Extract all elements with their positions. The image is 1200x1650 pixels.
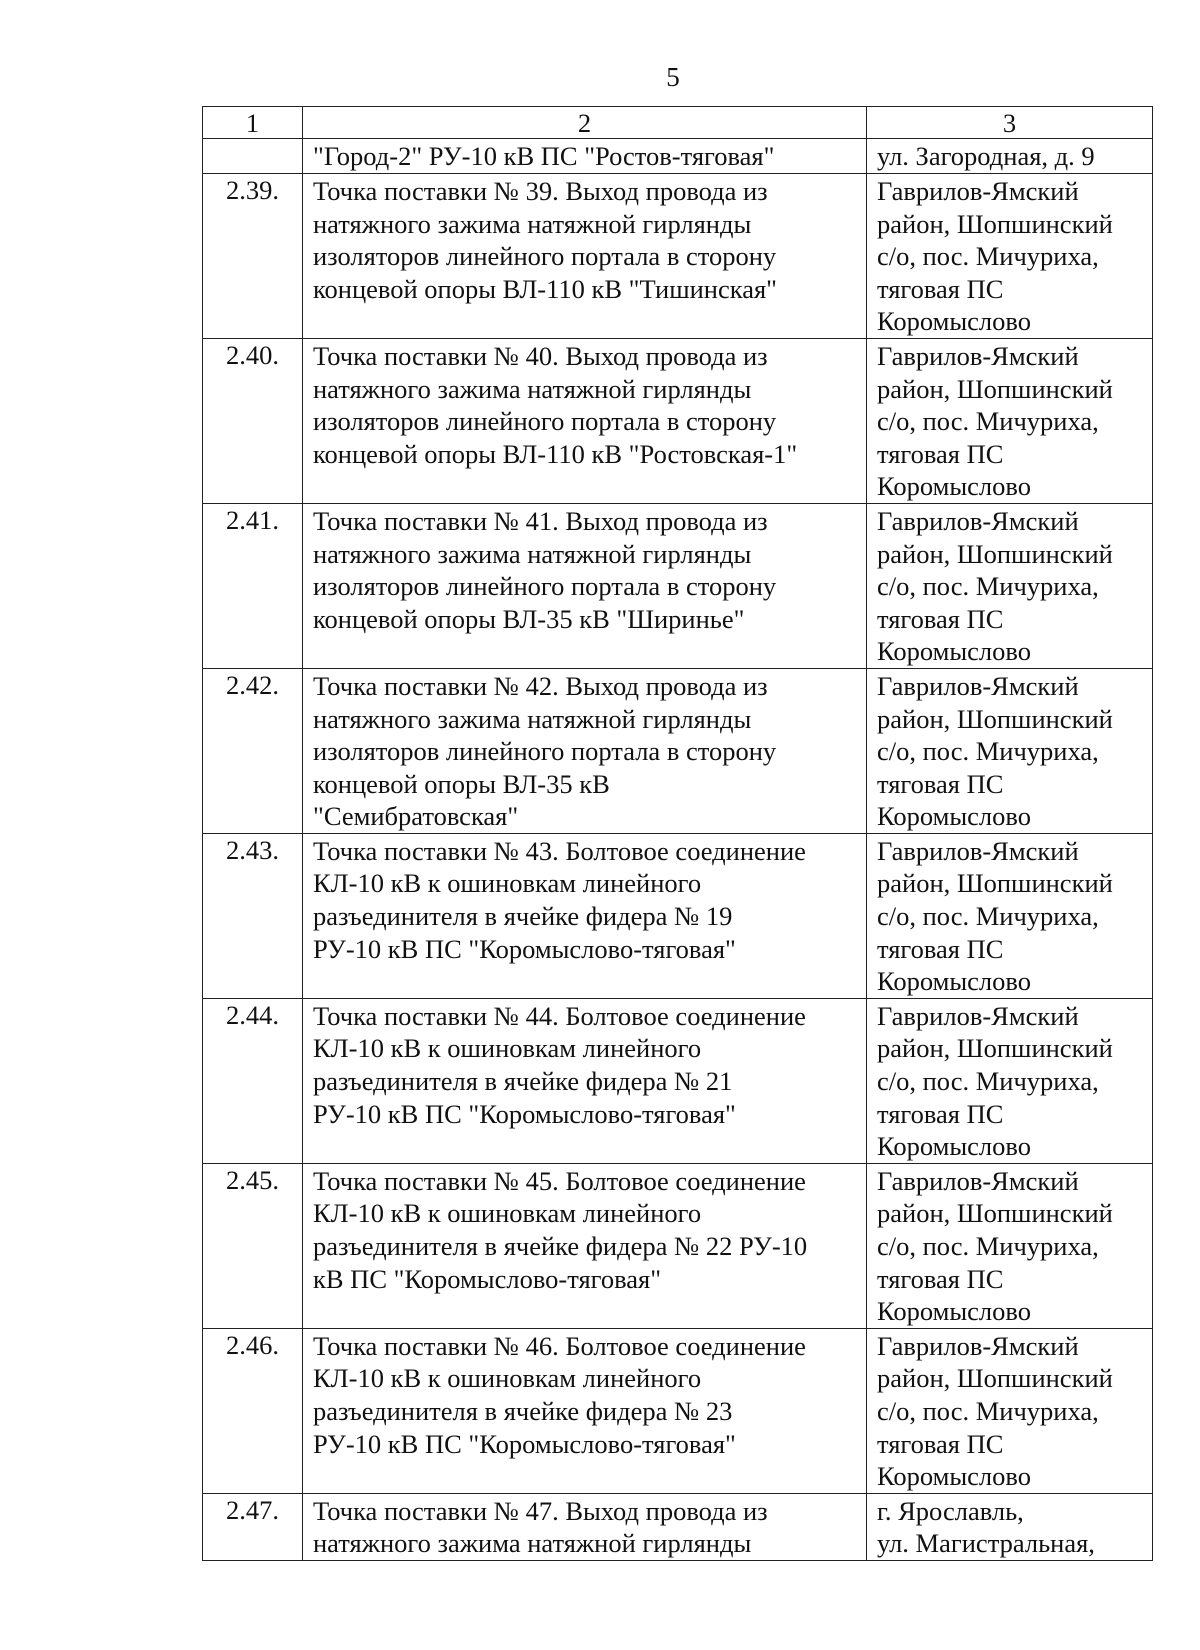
description-line: Точка поставки № 44. Болтовое соединение [313, 1000, 806, 1031]
description-line: Точка поставки № 41. Выход провода из [313, 505, 768, 536]
address-line: с/о, пос. Мичуриха, [877, 241, 1099, 272]
address-line: Коромыслово [877, 801, 1031, 832]
address-line: район, Шопшинский [877, 703, 1113, 734]
table-row [203, 503, 1153, 668]
address-line: Коромыслово [877, 966, 1031, 997]
point-address [867, 998, 1153, 1163]
address-line: Гаврилов-Ямский [877, 176, 1079, 206]
address-line: с/о, пос. Мичуриха, [877, 901, 1099, 932]
point-description [303, 1163, 867, 1328]
table-row [203, 668, 1153, 833]
table-row [203, 338, 1153, 503]
row-number: 2.45. [203, 1163, 303, 1328]
address-line: тяговая ПС [877, 273, 1004, 304]
table-row [203, 1493, 1153, 1560]
description-line: изоляторов линейного портала в сторону [313, 406, 777, 437]
address-line: Коромыслово [877, 471, 1031, 502]
address-line: район, Шопшинский [877, 1363, 1113, 1394]
description-line: концевой опоры ВЛ-35 кВ [313, 768, 610, 799]
point-address [867, 833, 1153, 998]
description-line: "Семибратовская" [313, 801, 519, 832]
address-line: с/о, пос. Мичуриха, [877, 1231, 1099, 1261]
point-address [867, 503, 1153, 668]
point-address [867, 1328, 1153, 1493]
address-line: с/о, пос. Мичуриха, [877, 1395, 1099, 1426]
description-line: Точка поставки № 39. Выход провода из [313, 176, 768, 206]
address-line: Коромыслово [877, 306, 1031, 337]
row-number: 2.40. [203, 338, 303, 503]
address-line: тяговая ПС [877, 768, 1004, 799]
table-row [203, 174, 1153, 339]
point-description [303, 998, 867, 1163]
address-line: тяговая ПС [877, 1428, 1004, 1459]
address-line: с/о, пос. Мичуриха, [877, 736, 1099, 767]
point-description [303, 833, 867, 998]
point-description [303, 338, 867, 503]
address-line: тяговая ПС [877, 603, 1004, 634]
description-line: натяжного зажима натяжной гирлянды [313, 538, 752, 569]
address-line: район, Шопшинский [877, 538, 1113, 569]
address-line: Коромыслово [877, 1296, 1031, 1327]
address-line: Коромыслово [877, 1131, 1031, 1162]
point-address [867, 668, 1153, 833]
address-line: тяговая ПС [877, 438, 1004, 469]
description-line: натяжного зажима натяжной гирлянды [313, 208, 752, 239]
address-line: Гаврилов-Ямский [877, 1330, 1079, 1361]
address-line: тяговая ПС [877, 933, 1004, 964]
description-line: натяжного зажима натяжной гирлянды [313, 373, 752, 404]
description-line: концевой опоры ВЛ-35 кВ "Ширинье" [313, 603, 745, 634]
description-line: натяжного зажима натяжной гирлянды [313, 1528, 752, 1559]
address-line: тяговая ПС [877, 1098, 1004, 1129]
description-line: РУ-10 кВ ПС "Коромыслово-тяговая" [313, 1098, 736, 1129]
description-line: разъединителя в ячейке фидера № 19 [313, 901, 733, 932]
table-row [203, 1163, 1153, 1328]
address-line: с/о, пос. Мичуриха, [877, 571, 1099, 602]
description-line: Точка поставки № 46. Болтовое соединение [313, 1330, 806, 1361]
description-line: РУ-10 кВ ПС "Коромыслово-тяговая" [313, 933, 736, 964]
row-number: 2.46. [203, 1328, 303, 1493]
description-line: изоляторов линейного портала в сторону [313, 736, 777, 767]
point-address [867, 338, 1153, 503]
description-line: РУ-10 кВ ПС "Коромыслово-тяговая" [313, 1428, 736, 1459]
description-line: изоляторов линейного портала в сторону [313, 241, 777, 272]
address-line: Гаврилов-Ямский [877, 1000, 1079, 1031]
address-line: район, Шопшинский [877, 208, 1113, 239]
continuation-row [203, 139, 1153, 174]
description-line: концевой опоры ВЛ-110 кВ "Ростовская-1" [313, 438, 798, 469]
address-line: тяговая ПС [877, 1263, 1004, 1294]
point-description [303, 174, 867, 339]
table-row [203, 998, 1153, 1163]
column-header-3: 3 [867, 107, 1153, 139]
address-line: Гаврилов-Ямский [877, 1165, 1079, 1196]
address-line: с/о, пос. Мичуриха, [877, 1066, 1099, 1097]
point-address [867, 174, 1153, 339]
description-line: Точка поставки № 47. Выход провода из [313, 1495, 768, 1526]
description-line: кВ ПС "Коромыслово-тяговая" [313, 1263, 662, 1294]
row-number: 2.44. [203, 998, 303, 1163]
point-address [867, 139, 1153, 174]
page-number: 5 [666, 62, 680, 92]
point-address [867, 1163, 1153, 1328]
description-line: изоляторов линейного портала в сторону [313, 571, 777, 602]
column-header-1: 1 [203, 107, 303, 139]
address-line: с/о, пос. Мичуриха, [877, 406, 1099, 437]
address-line: ул. Загородная, д. 9 [877, 141, 1095, 171]
row-number: 2.42. [203, 668, 303, 833]
description-line: разъединителя в ячейке фидера № 22 РУ-10 [313, 1231, 808, 1261]
row-number: 2.41. [203, 503, 303, 668]
address-line: район, Шопшинский [877, 1198, 1113, 1229]
table-row [203, 833, 1153, 998]
address-line: Гаврилов-Ямский [877, 670, 1079, 701]
row-number: 2.43. [203, 833, 303, 998]
description-line: КЛ-10 кВ к ошиновкам линейного [313, 1033, 702, 1064]
description-line: разъединителя в ячейке фидера № 21 [313, 1066, 733, 1097]
address-line: Гаврилов-Ямский [877, 835, 1079, 866]
description-line: КЛ-10 кВ к ошиновкам линейного [313, 868, 702, 899]
description-line: Точка поставки № 43. Болтовое соединение [313, 835, 806, 866]
description-line: Точка поставки № 45. Болтовое соединение [313, 1165, 806, 1196]
address-line: район, Шопшинский [877, 373, 1113, 404]
address-line: Коромыслово [877, 1461, 1031, 1492]
point-description [303, 1328, 867, 1493]
address-line: г. Ярославль, [877, 1495, 1024, 1526]
column-header-2: 2 [303, 107, 867, 139]
point-description [303, 139, 867, 174]
address-line: Гаврилов-Ямский [877, 505, 1079, 536]
point-description [303, 1493, 867, 1560]
description-line: КЛ-10 кВ к ошиновкам линейного [313, 1363, 702, 1394]
row-number [203, 139, 303, 174]
address-line: район, Шопшинский [877, 868, 1113, 899]
description-line: Точка поставки № 42. Выход провода из [313, 670, 768, 701]
point-description [303, 668, 867, 833]
row-number: 2.47. [203, 1493, 303, 1560]
point-address [867, 1493, 1153, 1560]
address-line: Коромыслово [877, 636, 1031, 667]
description-line: разъединителя в ячейке фидера № 23 [313, 1395, 733, 1426]
description-line: КЛ-10 кВ к ошиновкам линейного [313, 1198, 702, 1229]
address-line: ул. Магистральная, [877, 1528, 1095, 1559]
description-line: концевой опоры ВЛ-110 кВ "Тишинская" [313, 273, 777, 304]
row-number: 2.39. [203, 174, 303, 339]
address-line: Гаврилов-Ямский [877, 340, 1079, 371]
point-description [303, 503, 867, 668]
table-row [203, 1328, 1153, 1493]
description-line: натяжного зажима натяжной гирлянды [313, 703, 752, 734]
description-line: Точка поставки № 40. Выход провода из [313, 340, 768, 371]
delivery-points-table [202, 106, 1153, 1561]
table-header-row [203, 107, 1153, 139]
description-line: "Город-2" РУ-10 кВ ПС "Ростов-тяговая" [313, 141, 775, 171]
address-line: район, Шопшинский [877, 1033, 1113, 1064]
